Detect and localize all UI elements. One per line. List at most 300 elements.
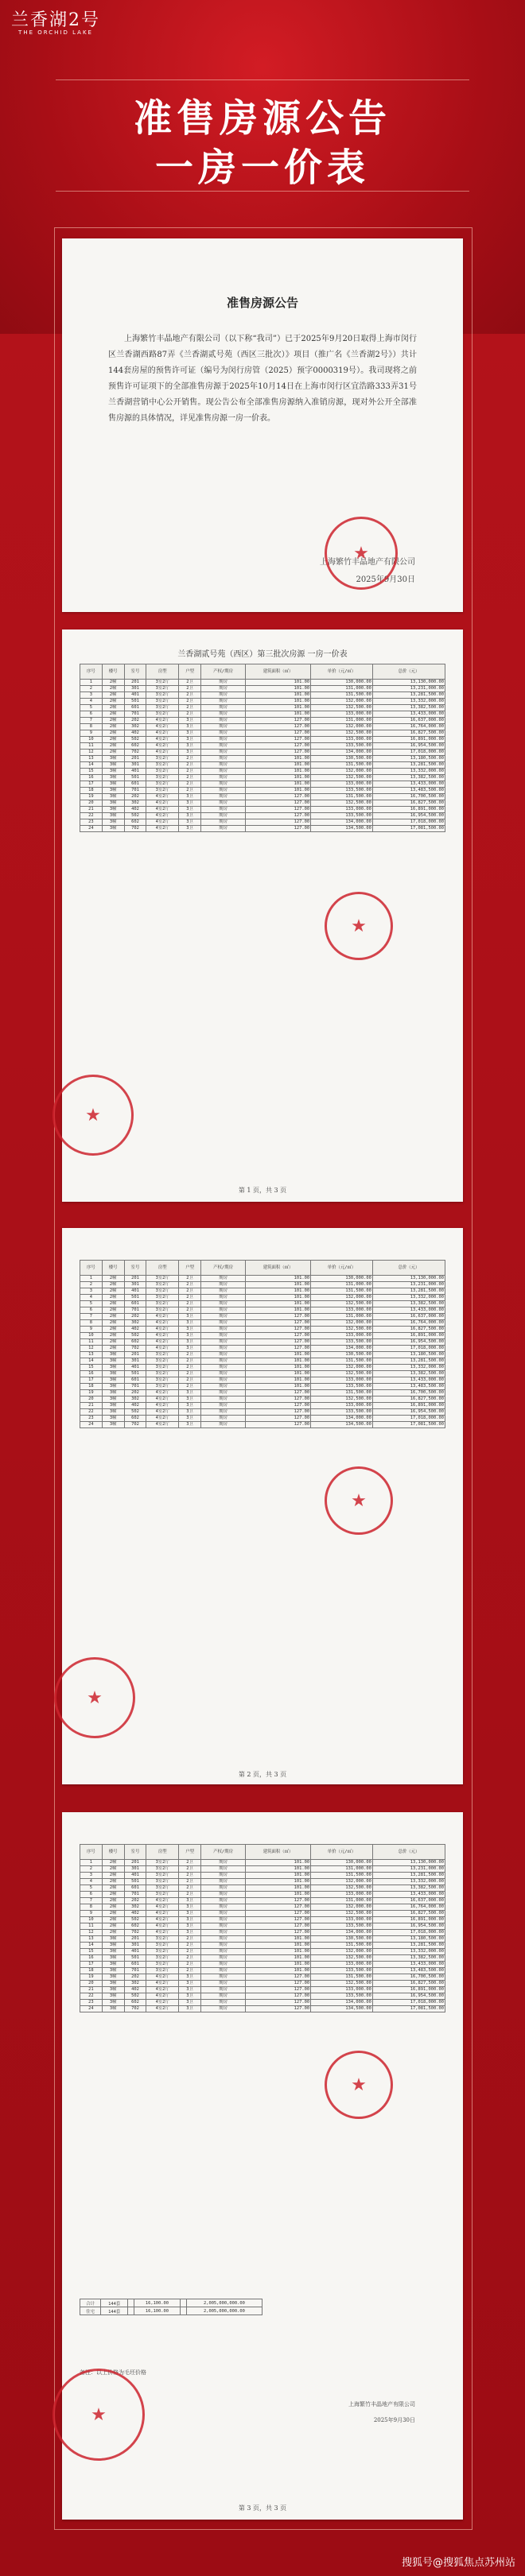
table-row bbox=[80, 724, 445, 730]
table-cell: 17,018,000.00 bbox=[372, 2000, 445, 2006]
table-cell: 4 bbox=[80, 1295, 103, 1301]
table-cell: 期房 bbox=[200, 718, 245, 724]
table-cell: 133,000.00 bbox=[311, 1987, 373, 1993]
summary-row: 合计 144套 16,100.00 2,005,000,000.00 bbox=[80, 2299, 262, 2307]
table-cell: 131,500.00 bbox=[311, 762, 373, 769]
table-cell: 601 bbox=[124, 705, 146, 711]
table-cell: 3室2厅 bbox=[146, 1955, 179, 1962]
table-cell: 101.00 bbox=[246, 1892, 311, 1898]
table-cell: 3卫 bbox=[179, 807, 201, 813]
col-header: 建筑面积（㎡） bbox=[246, 664, 311, 680]
table-cell: 16,700,500.00 bbox=[372, 794, 445, 800]
table-cell: 132,500.00 bbox=[311, 1327, 373, 1333]
table-cell: 17,018,000.00 bbox=[372, 1416, 445, 1422]
table-cell: 133,000.00 bbox=[311, 1333, 373, 1339]
table-cell: 11 bbox=[80, 1923, 103, 1930]
table-cell: 15 bbox=[80, 1949, 103, 1955]
table-cell: 127.00 bbox=[246, 1923, 311, 1930]
table-cell: 202 bbox=[124, 1898, 146, 1904]
table-cell: 302 bbox=[124, 1981, 146, 1987]
table-row bbox=[80, 1911, 445, 1917]
table-cell: 期房 bbox=[200, 800, 245, 807]
table-cell: 4室2厅 bbox=[146, 1409, 179, 1416]
table-cell: 16,637,000.00 bbox=[372, 1898, 445, 1904]
table-row bbox=[80, 819, 445, 826]
table-row bbox=[80, 1898, 445, 1904]
table-cell: 3室2厅 bbox=[146, 1962, 179, 1968]
table-cell: 16,891,000.00 bbox=[372, 1917, 445, 1923]
table-row bbox=[80, 750, 445, 756]
table-cell: 17,081,500.00 bbox=[372, 1422, 445, 1428]
table-cell: 22 bbox=[80, 813, 103, 819]
table-cell: 127.00 bbox=[246, 1314, 311, 1320]
table-cell: 301 bbox=[124, 762, 146, 769]
table-cell: 19 bbox=[80, 794, 103, 800]
table-cell: 期房 bbox=[200, 756, 245, 762]
table-cell: 期房 bbox=[200, 2006, 245, 2012]
table-cell: 701 bbox=[124, 1968, 146, 1974]
table-cell: 3卫 bbox=[179, 1339, 201, 1346]
table-cell: 17,018,000.00 bbox=[372, 1346, 445, 1352]
table-cell: 3室2厅 bbox=[146, 1295, 179, 1301]
table-row bbox=[80, 743, 445, 750]
table-cell: 402 bbox=[124, 1911, 146, 1917]
table-cell: 101.00 bbox=[246, 1949, 311, 1955]
table-cell: 3室2厅 bbox=[146, 1866, 179, 1873]
table-cell: 4室2厅 bbox=[146, 826, 179, 832]
table-cell: 期房 bbox=[200, 1307, 245, 1314]
table-cell: 4室2厅 bbox=[146, 724, 179, 730]
table-row bbox=[80, 775, 445, 781]
table-cell: 133,500.00 bbox=[311, 788, 373, 794]
table-cell: 401 bbox=[124, 1873, 146, 1879]
table-cell: 702 bbox=[124, 750, 146, 756]
table-cell: 5 bbox=[80, 1885, 103, 1892]
table-cell: 3室2厅 bbox=[146, 1288, 179, 1295]
table-body bbox=[80, 1860, 445, 2012]
table-cell: 2卫 bbox=[179, 1295, 201, 1301]
table-cell: 101.00 bbox=[246, 1307, 311, 1314]
table-cell: 2幢 bbox=[102, 1327, 124, 1333]
table-cell: 13,281,500.00 bbox=[372, 762, 445, 769]
table-cell: 4室2厅 bbox=[146, 1923, 179, 1930]
table-cell: 10 bbox=[80, 1333, 103, 1339]
table-cell: 23 bbox=[80, 819, 103, 826]
table-row bbox=[80, 1987, 445, 1993]
table-cell: 2幢 bbox=[102, 1879, 124, 1885]
table-row bbox=[80, 1384, 445, 1390]
table-cell: 2卫 bbox=[179, 1365, 201, 1371]
table-cell: 期房 bbox=[200, 1276, 245, 1282]
col-header: 户型 bbox=[179, 1845, 201, 1860]
table-cell: 12 bbox=[80, 1346, 103, 1352]
table-cell: 期房 bbox=[200, 1923, 245, 1930]
table-cell: 133,000.00 bbox=[311, 1892, 373, 1898]
table-cell: 702 bbox=[124, 2006, 146, 2012]
table-cell: 2幢 bbox=[102, 699, 124, 705]
table-cell: 3卫 bbox=[179, 1409, 201, 1416]
table-cell: 期房 bbox=[200, 692, 245, 699]
table-cell: 期房 bbox=[200, 730, 245, 737]
table-cell: 15 bbox=[80, 1365, 103, 1371]
table-cell: 132,000.00 bbox=[311, 769, 373, 775]
table-cell: 16,764,000.00 bbox=[372, 1320, 445, 1327]
table-cell: 127.00 bbox=[246, 800, 311, 807]
table-cell: 4室2厅 bbox=[146, 1333, 179, 1339]
table-cell: 127.00 bbox=[246, 1904, 311, 1911]
table-cell: 3卫 bbox=[179, 1314, 201, 1320]
table-cell: 期房 bbox=[200, 1866, 245, 1873]
table-cell: 13,281,500.00 bbox=[372, 1873, 445, 1879]
table-cell: 3幢 bbox=[102, 1993, 124, 2000]
table-cell: 133,000.00 bbox=[311, 737, 373, 743]
table-cell: 12 bbox=[80, 1930, 103, 1936]
col-header: 产权/期房 bbox=[200, 1845, 245, 1860]
table-cell: 127.00 bbox=[246, 2006, 311, 2012]
table-cell: 131,000.00 bbox=[311, 686, 373, 692]
table-cell: 3幢 bbox=[102, 781, 124, 788]
table-cell: 13,433,000.00 bbox=[372, 1307, 445, 1314]
table-cell: 3卫 bbox=[179, 1898, 201, 1904]
table-cell: 602 bbox=[124, 1339, 146, 1346]
table-cell: 4室2厅 bbox=[146, 1390, 179, 1396]
table-cell: 127.00 bbox=[246, 1422, 311, 1428]
table-row bbox=[80, 1962, 445, 1968]
table-cell: 13,231,000.00 bbox=[372, 686, 445, 692]
table-cell: 134,000.00 bbox=[311, 1930, 373, 1936]
table-cell: 127.00 bbox=[246, 724, 311, 730]
table-cell: 3卫 bbox=[179, 1930, 201, 1936]
table-cell: 3室2厅 bbox=[146, 775, 179, 781]
table-cell: 期房 bbox=[200, 743, 245, 750]
table-cell: 期房 bbox=[200, 1898, 245, 1904]
table-cell: 101.00 bbox=[246, 1288, 311, 1295]
table-cell: 2卫 bbox=[179, 1873, 201, 1879]
table-cell: 301 bbox=[124, 686, 146, 692]
table-cell: 127.00 bbox=[246, 813, 311, 819]
table-cell: 133,500.00 bbox=[311, 1384, 373, 1390]
table-cell: 4室2厅 bbox=[146, 743, 179, 750]
table-cell: 3室2厅 bbox=[146, 756, 179, 762]
table-cell: 3室2厅 bbox=[146, 699, 179, 705]
table-cell: 2幢 bbox=[102, 1860, 124, 1866]
table-cell: 16,637,000.00 bbox=[372, 1314, 445, 1320]
table-cell: 2幢 bbox=[102, 1282, 124, 1288]
table-cell: 302 bbox=[124, 800, 146, 807]
col-header: 室号 bbox=[124, 664, 146, 680]
table-cell: 2幢 bbox=[102, 680, 124, 686]
table-cell: 期房 bbox=[200, 1860, 245, 1866]
table-cell: 3幢 bbox=[102, 819, 124, 826]
table-cell: 3幢 bbox=[102, 800, 124, 807]
table-row bbox=[80, 1892, 445, 1898]
table-row bbox=[80, 769, 445, 775]
table-cell: 3卫 bbox=[179, 1987, 201, 1993]
table-cell: 4室2厅 bbox=[146, 1314, 179, 1320]
table-row bbox=[80, 692, 445, 699]
table-cell: 130,000.00 bbox=[311, 680, 373, 686]
table-cell: 期房 bbox=[200, 2000, 245, 2006]
table-cell: 4室2厅 bbox=[146, 1403, 179, 1409]
table-cell: 2幢 bbox=[102, 1898, 124, 1904]
table-cell: 101.00 bbox=[246, 1365, 311, 1371]
table-cell: 3幢 bbox=[102, 1403, 124, 1409]
table-cell: 3幢 bbox=[102, 1974, 124, 1981]
table-cell: 602 bbox=[124, 1416, 146, 1422]
table-cell: 1 bbox=[80, 1860, 103, 1866]
table-cell: 127.00 bbox=[246, 1974, 311, 1981]
table-cell: 10 bbox=[80, 1917, 103, 1923]
table-cell: 3幢 bbox=[102, 1955, 124, 1962]
table-cell: 2卫 bbox=[179, 1307, 201, 1314]
table-cell: 13 bbox=[80, 756, 103, 762]
table-cell: 期房 bbox=[200, 1885, 245, 1892]
table-cell: 2幢 bbox=[102, 1911, 124, 1917]
table-cell: 101.00 bbox=[246, 705, 311, 711]
table-cell: 11 bbox=[80, 743, 103, 750]
table-cell: 133,500.00 bbox=[311, 1968, 373, 1974]
price-table bbox=[80, 1260, 445, 1428]
table-cell: 13,382,500.00 bbox=[372, 1885, 445, 1892]
table-cell: 20 bbox=[80, 800, 103, 807]
table-row bbox=[80, 1339, 445, 1346]
table-cell: 3卫 bbox=[179, 800, 201, 807]
table-cell: 期房 bbox=[200, 1365, 245, 1371]
table-cell: 3卫 bbox=[179, 718, 201, 724]
table-cell: 701 bbox=[124, 788, 146, 794]
table-cell: 期房 bbox=[200, 1949, 245, 1955]
table-cell: 16,764,000.00 bbox=[372, 724, 445, 730]
table-cell: 17,081,500.00 bbox=[372, 2006, 445, 2012]
table-row bbox=[80, 794, 445, 800]
table-cell: 402 bbox=[124, 1987, 146, 1993]
table-cell: 13,281,500.00 bbox=[372, 1358, 445, 1365]
col-header: 序号 bbox=[80, 1845, 103, 1860]
table-cell: 101.00 bbox=[246, 775, 311, 781]
table-cell: 702 bbox=[124, 1422, 146, 1428]
table-cell: 9 bbox=[80, 1911, 103, 1917]
table-cell: 3卫 bbox=[179, 750, 201, 756]
table-cell: 101.00 bbox=[246, 686, 311, 692]
table-cell: 133,000.00 bbox=[311, 1377, 373, 1384]
table-cell: 302 bbox=[124, 724, 146, 730]
table-cell: 9 bbox=[80, 730, 103, 737]
table-cell: 7 bbox=[80, 718, 103, 724]
table-cell: 期房 bbox=[200, 1930, 245, 1936]
table-cell: 13,483,500.00 bbox=[372, 1384, 445, 1390]
table-cell: 134,500.00 bbox=[311, 826, 373, 832]
table-cell: 127.00 bbox=[246, 1327, 311, 1333]
table-cell: 601 bbox=[124, 1885, 146, 1892]
table-cell: 3卫 bbox=[179, 1416, 201, 1422]
table-cell: 132,000.00 bbox=[311, 1904, 373, 1911]
table-cell: 期房 bbox=[200, 1320, 245, 1327]
table-row bbox=[80, 1320, 445, 1327]
table-cell: 期房 bbox=[200, 737, 245, 743]
table-cell: 13,281,500.00 bbox=[372, 1288, 445, 1295]
table-cell: 2卫 bbox=[179, 1358, 201, 1365]
table-cell: 3幢 bbox=[102, 756, 124, 762]
table-cell: 3室2厅 bbox=[146, 1352, 179, 1358]
table-cell: 期房 bbox=[200, 1873, 245, 1879]
table-cell: 3室2厅 bbox=[146, 781, 179, 788]
table-cell: 期房 bbox=[200, 1352, 245, 1358]
notice-title: 准售房源公告 bbox=[226, 296, 298, 310]
col-header: 单价（元/㎡） bbox=[311, 1261, 373, 1276]
col-header: 总价（元） bbox=[372, 664, 445, 680]
table-cell: 期房 bbox=[200, 711, 245, 718]
table-cell: 2卫 bbox=[179, 1879, 201, 1885]
table-cell: 134,000.00 bbox=[311, 750, 373, 756]
table-cell: 2 bbox=[80, 686, 103, 692]
table-cell: 16,891,000.00 bbox=[372, 737, 445, 743]
table-cell: 6 bbox=[80, 1892, 103, 1898]
table-cell: 133,000.00 bbox=[311, 1962, 373, 1968]
table-cell: 127.00 bbox=[246, 1981, 311, 1987]
table-cell: 3卫 bbox=[179, 1390, 201, 1396]
table-cell: 602 bbox=[124, 819, 146, 826]
table-cell: 4室2厅 bbox=[146, 813, 179, 819]
table-cell: 2幢 bbox=[102, 1346, 124, 1352]
table-cell: 3幢 bbox=[102, 1396, 124, 1403]
table-cell: 16,637,000.00 bbox=[372, 718, 445, 724]
table-cell: 13,433,000.00 bbox=[372, 711, 445, 718]
table-cell: 2幢 bbox=[102, 1885, 124, 1892]
table-cell: 期房 bbox=[200, 819, 245, 826]
table-row bbox=[80, 1873, 445, 1879]
table-cell: 3幢 bbox=[102, 1365, 124, 1371]
table-cell: 130,500.00 bbox=[311, 1936, 373, 1943]
table-cell: 3室2厅 bbox=[146, 762, 179, 769]
table-cell: 期房 bbox=[200, 1295, 245, 1301]
table-cell: 4 bbox=[80, 699, 103, 705]
divider bbox=[56, 191, 469, 192]
table-cell: 2卫 bbox=[179, 769, 201, 775]
table-cell: 702 bbox=[124, 1346, 146, 1352]
table-row bbox=[80, 1866, 445, 1873]
table-title: 兰香湖贰号苑（西区）第三批次房源 一房一价表 bbox=[177, 650, 348, 659]
table-cell: 132,000.00 bbox=[311, 1949, 373, 1955]
footer-date: 2025年9月30日 bbox=[373, 2417, 415, 2423]
table-cell: 19 bbox=[80, 1974, 103, 1981]
table-cell: 134,000.00 bbox=[311, 819, 373, 826]
table-cell: 期房 bbox=[200, 1333, 245, 1339]
table-cell: 16,827,500.00 bbox=[372, 1327, 445, 1333]
table-cell: 101.00 bbox=[246, 1352, 311, 1358]
notice-date: 2025年9月30日 bbox=[356, 575, 415, 584]
table-cell: 16,827,500.00 bbox=[372, 1396, 445, 1403]
table-cell: 期房 bbox=[200, 699, 245, 705]
table-cell: 3卫 bbox=[179, 1396, 201, 1403]
table-row bbox=[80, 1917, 445, 1923]
table-cell: 4室2厅 bbox=[146, 1346, 179, 1352]
table-cell: 17,018,000.00 bbox=[372, 750, 445, 756]
table-cell: 101.00 bbox=[246, 1295, 311, 1301]
table-cell: 16,954,500.00 bbox=[372, 1993, 445, 2000]
table-cell: 101.00 bbox=[246, 788, 311, 794]
table-cell: 3幢 bbox=[102, 1416, 124, 1422]
table-cell: 2幢 bbox=[102, 1917, 124, 1923]
table-cell: 7 bbox=[80, 1314, 103, 1320]
table-cell: 13,180,500.00 bbox=[372, 1936, 445, 1943]
table-cell: 3室2厅 bbox=[146, 1282, 179, 1288]
table-row bbox=[80, 1288, 445, 1295]
table-cell: 4室2厅 bbox=[146, 737, 179, 743]
table-cell: 期房 bbox=[200, 1327, 245, 1333]
table-row bbox=[80, 1358, 445, 1365]
table-row bbox=[80, 1314, 445, 1320]
table-row bbox=[80, 718, 445, 724]
table-row bbox=[80, 1327, 445, 1333]
table-cell: 期房 bbox=[200, 794, 245, 800]
table-cell: 127.00 bbox=[246, 819, 311, 826]
table-cell: 3卫 bbox=[179, 826, 201, 832]
table-cell: 6 bbox=[80, 1307, 103, 1314]
price-table bbox=[80, 664, 445, 832]
hero-title-line2: 一房一价表 bbox=[154, 145, 370, 190]
table-cell: 21 bbox=[80, 1403, 103, 1409]
table-cell: 4 bbox=[80, 1879, 103, 1885]
table-cell: 133,500.00 bbox=[311, 1993, 373, 2000]
table-cell: 13,433,000.00 bbox=[372, 1892, 445, 1898]
table-cell: 2卫 bbox=[179, 1968, 201, 1974]
table-cell: 17,081,500.00 bbox=[372, 826, 445, 832]
table-cell: 期房 bbox=[200, 813, 245, 819]
table-cell: 132,500.00 bbox=[311, 1911, 373, 1917]
table-cell: 101.00 bbox=[246, 769, 311, 775]
table-cell: 13,130,000.00 bbox=[372, 1860, 445, 1866]
table-cell: 13,231,000.00 bbox=[372, 1866, 445, 1873]
table-cell: 2卫 bbox=[179, 1288, 201, 1295]
table-cell: 16 bbox=[80, 1371, 103, 1377]
table-cell: 3卫 bbox=[179, 1346, 201, 1352]
divider bbox=[56, 79, 469, 80]
table-cell: 2卫 bbox=[179, 1885, 201, 1892]
table-cell: 2卫 bbox=[179, 1936, 201, 1943]
col-header: 单价（元/㎡） bbox=[311, 1845, 373, 1860]
table-cell: 3卫 bbox=[179, 1911, 201, 1917]
table-cell: 期房 bbox=[200, 705, 245, 711]
table-cell: 期房 bbox=[200, 762, 245, 769]
table-cell: 302 bbox=[124, 1320, 146, 1327]
hero-title-line1: 准售房源公告 bbox=[133, 96, 391, 141]
table-cell: 4室2厅 bbox=[146, 1974, 179, 1981]
table-cell: 101.00 bbox=[246, 1968, 311, 1974]
table-cell: 101.00 bbox=[246, 1866, 311, 1873]
table-cell: 4室2厅 bbox=[146, 1320, 179, 1327]
table-cell: 401 bbox=[124, 1288, 146, 1295]
table-cell: 131,000.00 bbox=[311, 718, 373, 724]
table-cell: 2卫 bbox=[179, 781, 201, 788]
table-cell: 期房 bbox=[200, 724, 245, 730]
table-cell: 301 bbox=[124, 1282, 146, 1288]
table-cell: 期房 bbox=[200, 1339, 245, 1346]
table-cell: 期房 bbox=[200, 1377, 245, 1384]
col-header: 序号 bbox=[80, 1261, 103, 1276]
table-cell: 133,000.00 bbox=[311, 1403, 373, 1409]
price-table bbox=[80, 1844, 445, 2012]
table-cell: 2幢 bbox=[102, 737, 124, 743]
table-cell: 4室2厅 bbox=[146, 1898, 179, 1904]
table-cell: 4室2厅 bbox=[146, 718, 179, 724]
table-cell: 16,700,500.00 bbox=[372, 1390, 445, 1396]
table-cell: 101.00 bbox=[246, 1936, 311, 1943]
table-cell: 期房 bbox=[200, 1955, 245, 1962]
table-cell: 502 bbox=[124, 1993, 146, 2000]
table-cell: 601 bbox=[124, 781, 146, 788]
table-cell: 501 bbox=[124, 1371, 146, 1377]
table-cell: 101.00 bbox=[246, 699, 311, 705]
